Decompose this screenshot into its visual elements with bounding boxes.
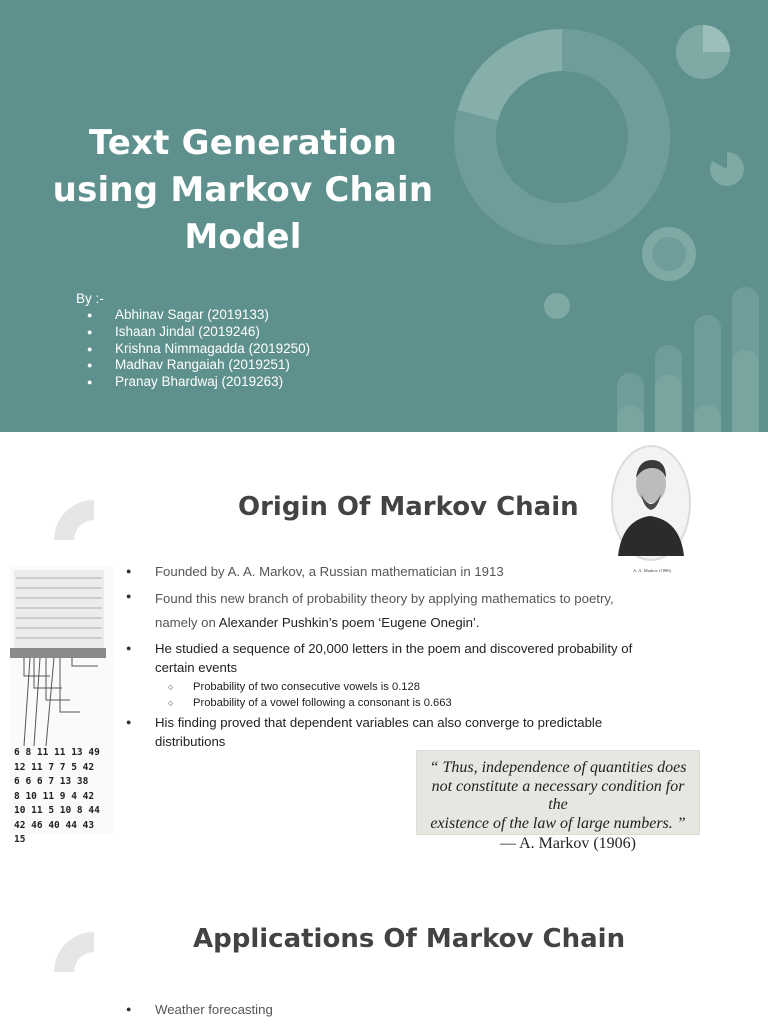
manuscript-sketch <box>10 566 114 746</box>
applications-bullets <box>126 1000 273 1019</box>
markov-portrait <box>608 438 698 574</box>
bullet-item: ● His finding proved that dependent variables can also converge to predictable distributions <box>126 713 686 751</box>
quote-attribution: — A. Markov (1906) <box>500 835 636 852</box>
donut-hole <box>496 71 628 203</box>
pushkin-letter-grid-image <box>10 566 114 845</box>
author-item: ● Pranay Bhardwaj (2019263) <box>76 374 310 391</box>
sub-bullet-item: ○ Probability of a vowel following a consonant is 0.663 <box>126 695 686 711</box>
origin-slide <box>0 432 768 864</box>
slide-title: Applications Of Markov Chain <box>193 924 626 954</box>
author-item: ● Madhav Rangaiah (2019251) <box>76 357 310 374</box>
presentation-title: Text Generation using Markov Chain Model <box>52 123 434 257</box>
bullet-item: ● Found this new branch of probability theory by applying mathematics to poetry, namely on Alexander Pushkin’s poem ‘Eugene Onegin’. <box>126 587 686 635</box>
pie-icon <box>544 293 570 319</box>
origin-bullets <box>126 562 686 751</box>
portrait-caption: A. A. Markov (1886) <box>632 568 672 573</box>
slide-title: Origin Of Markov Chain <box>238 492 579 522</box>
authors-block <box>76 290 310 391</box>
author-item: ● Krishna Nimmagadda (2019250) <box>76 341 310 358</box>
quarter-circle-icon <box>50 496 98 544</box>
author-item: ● Abhinav Sagar (2019133) <box>76 307 310 324</box>
applications-slide <box>0 864 768 1024</box>
letter-count-table: 6 8 11 11 13 49 12 11 7 7 5 42 6 6 6 7 13 38 8 10 11 9 4 42 10 11 5 10 8 44 42 46 40 44 43 15 <box>14 747 100 845</box>
by-label: By :- <box>76 291 104 306</box>
bullet-item: ● He studied a sequence of 20,000 letters in the poem and discovered probability of certain events <box>126 639 686 677</box>
authors-list <box>76 307 310 391</box>
sub-bullet-item: ○ Probability of two consecutive vowels is 0.128 <box>126 679 686 695</box>
title-slide <box>0 0 768 432</box>
bullet-item: ● Founded by A. A. Markov, a Russian mathematician in 1913 <box>126 562 686 581</box>
markov-quote: “ Thus, independence of quantities does not constitute a necessary condition for the existence of the law of large numbers. ” — A. Markov (1906) <box>416 750 700 835</box>
author-item: ● Ishaan Jindal (2019246) <box>76 324 310 341</box>
quarter-circle-icon <box>50 928 98 976</box>
bullet-item: ● Weather forecasting <box>126 1000 273 1019</box>
